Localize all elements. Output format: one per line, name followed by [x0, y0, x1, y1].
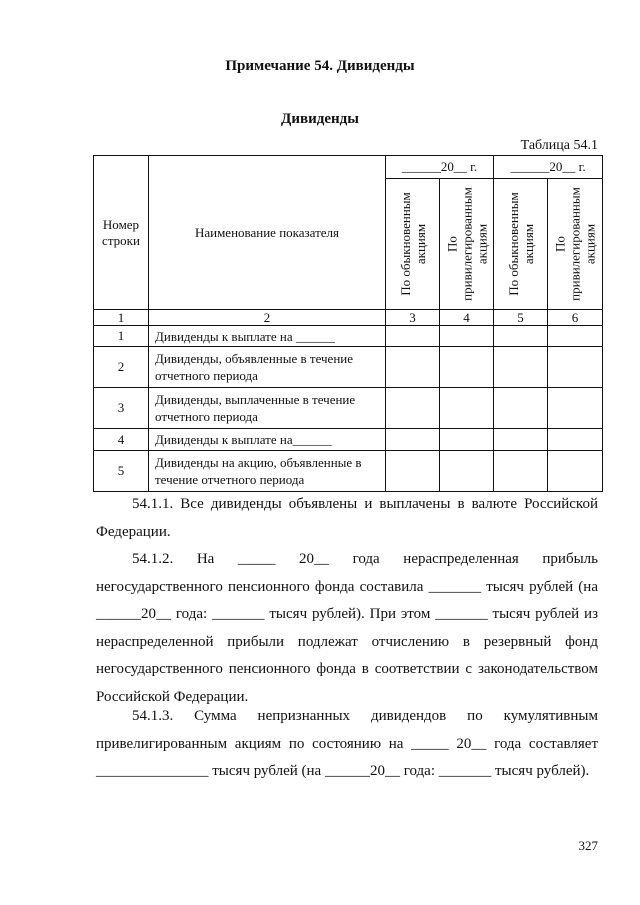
header-row-years: [94, 156, 603, 179]
empty-cell: [386, 326, 440, 347]
row-label: Дивиденды, объявленные в течение отчетного периода: [149, 347, 386, 388]
paragraph-54-1-1: 54.1.1. Все дивиденды объявлены и выплачены в валюте Российской Федерации.: [96, 496, 598, 540]
column-index: 2: [149, 310, 386, 326]
row-label: Дивиденды, выплаченные в течение отчетного периода: [149, 388, 386, 429]
table-row: [94, 388, 603, 429]
row-number: 1: [94, 326, 149, 347]
header-year-2: ______20__ г.: [494, 156, 603, 179]
header-ordinary-shares-1: [386, 179, 440, 310]
empty-cell: [386, 429, 440, 451]
empty-cell: [440, 429, 494, 451]
empty-cell: [440, 326, 494, 347]
row-number: 3: [94, 388, 149, 429]
column-index: 1: [94, 310, 149, 326]
empty-cell: [548, 326, 603, 347]
empty-cell: [440, 388, 494, 429]
row-number: 5: [94, 451, 149, 492]
note-title: Примечание 54. Дивиденды: [225, 58, 415, 74]
header-preferred-shares-1-text: По привилегированным акциям: [444, 187, 489, 301]
empty-cell: [548, 388, 603, 429]
empty-cell: [494, 388, 548, 429]
column-index: 4: [440, 310, 494, 326]
header-ordinary-shares-2: [494, 179, 548, 310]
empty-cell: [494, 451, 548, 492]
empty-cell: [494, 326, 548, 347]
table-row: [94, 326, 603, 347]
table-row: [94, 451, 603, 492]
column-index: 6: [548, 310, 603, 326]
header-preferred-shares-2-text: По привилегированным акциям: [552, 187, 598, 301]
paragraph-54-1-2: 54.1.2. На _____ 20__ года нераспределенная прибыль негосударственного пенсионного фонда составила _______ тысяч рублей (на ______20__ года: _______ тысяч рублей). При этом _______ тысяч рублей из нераспределенной прибыли подлежат отчислению в резервный фонд негосударственного пенсионного фонда в соответствии с законодательством Российской Федерации.: [96, 551, 598, 705]
row-label: Дивиденды на акцию, объявленные в течение отчетного периода: [149, 451, 386, 492]
row-number: 2: [94, 347, 149, 388]
empty-cell: [440, 451, 494, 492]
row-number: 4: [94, 429, 149, 451]
empty-cell: [548, 347, 603, 388]
header-year-1: ______20__ г.: [386, 156, 494, 179]
empty-cell: [386, 388, 440, 429]
paragraph-54-1-3: 54.1.3. Сумма непризнанных дивидендов по кумулятивным привелигированным акциям по состоянию на _____ 20__ года составляет _______________ тысяч рублей (на ______20__ года: _______ тысяч рублей).: [96, 708, 598, 779]
empty-cell: [386, 347, 440, 388]
table-row: [94, 429, 603, 451]
column-index-row: [94, 310, 603, 326]
empty-cell: [548, 451, 603, 492]
page-number: 327: [578, 838, 598, 853]
table-label: Таблица 54.1: [520, 138, 598, 153]
header-preferred-shares-1: [440, 179, 494, 310]
dividends-table: [93, 155, 603, 492]
table-row: [94, 347, 603, 388]
empty-cell: [440, 347, 494, 388]
empty-cell: [494, 429, 548, 451]
empty-cell: [494, 347, 548, 388]
header-indicator-name: Наименование показателя: [149, 156, 386, 310]
column-index: 3: [386, 310, 440, 326]
header-ordinary-shares-1-text: По обыкновенным акциям: [397, 192, 428, 296]
empty-cell: [548, 429, 603, 451]
empty-cell: [386, 451, 440, 492]
row-label: Дивиденды к выплате на______: [149, 429, 386, 451]
row-label: Дивиденды к выплате на ______: [149, 326, 386, 347]
header-row-number: Номер строки: [94, 156, 149, 310]
header-preferred-shares-2: [548, 179, 603, 310]
column-index: 5: [494, 310, 548, 326]
section-title: Дивиденды: [281, 111, 359, 127]
header-ordinary-shares-2-text: По обыкновенным акциям: [505, 192, 536, 296]
